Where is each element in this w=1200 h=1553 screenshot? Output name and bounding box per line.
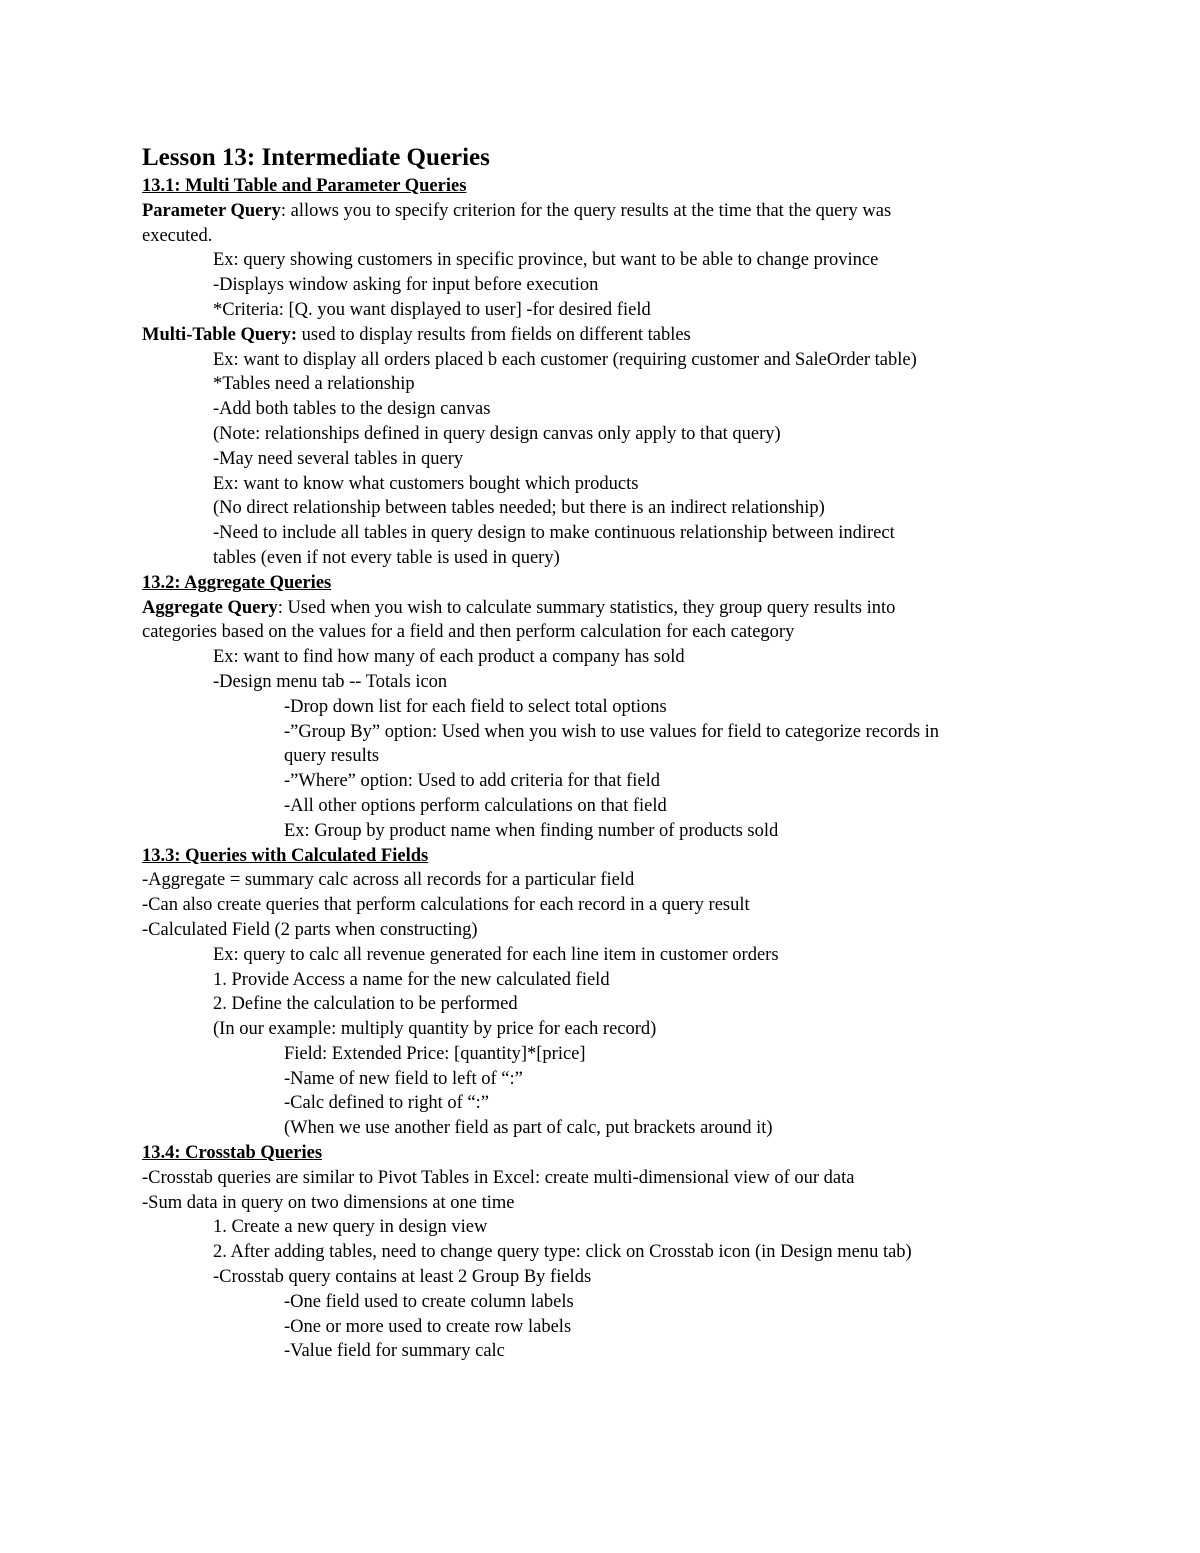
text-line: -Crosstab queries are similar to Pivot Tables in Excel: create multi-dimensional view of our data <box>142 1167 855 1188</box>
text-line: -Design menu tab -- Totals icon <box>213 671 448 692</box>
text-line: -”Where” option: Used to add criteria for that field <box>284 771 661 792</box>
text-line: -Aggregate = summary calc across all records for a particular field <box>142 870 635 891</box>
text-line: Ex: want to know what customers bought which products <box>213 473 639 494</box>
section-heading: 13.3: Queries with Calculated Fields <box>142 845 429 866</box>
text-line: (Note: relationships defined in query design canvas only apply to that query) <box>213 423 781 444</box>
text-line: -”Group By” option: Used when you wish to use values for field to categorize records in <box>284 721 940 742</box>
text-line: -Drop down list for each field to select total options <box>284 696 667 717</box>
text-line: 1. Create a new query in design view <box>213 1217 488 1238</box>
text-line: -Calculated Field (2 parts when constructing) <box>142 919 478 940</box>
text-line: -All other options perform calculations on that field <box>284 795 667 816</box>
text-line: Ex: Group by product name when finding number of products sold <box>284 820 779 841</box>
text-line: -Name of new field to left of “:” <box>284 1068 523 1089</box>
definition-text: : allows you to specify criterion for the query results at the time that the query was <box>280 200 892 221</box>
text-line: -Sum data in query on two dimensions at one time <box>142 1192 515 1213</box>
text-line: -Can also create queries that perform calculations for each record in a query result <box>142 895 750 916</box>
definition-line <box>142 596 1072 621</box>
definition-line <box>142 199 1072 224</box>
text-line: Ex: query showing customers in specific province, but want to be able to change province <box>213 250 879 271</box>
text-line: (In our example: multiply quantity by price for each record) <box>213 1019 657 1040</box>
text-line: -Value field for summary calc <box>284 1341 505 1362</box>
text-line: query results <box>284 746 380 767</box>
page-title: Lesson 13: Intermediate Queries <box>142 144 490 171</box>
section-heading: 13.1: Multi Table and Parameter Queries <box>142 176 467 196</box>
term-label: Multi-Table Query: <box>142 324 298 345</box>
text-line: -Need to include all tables in query design to make continuous relationship between indirect <box>213 523 895 544</box>
section-heading: 13.4: Crosstab Queries <box>142 1143 323 1164</box>
text-line: Field: Extended Price: [quantity]*[price] <box>284 1043 586 1064</box>
term-label: Parameter Query <box>142 200 281 221</box>
document-body <box>142 174 1072 1364</box>
text-line: -Add both tables to the design canvas <box>213 399 491 420</box>
text-line: -Calc defined to right of “:” <box>284 1093 489 1114</box>
text-line: categories based on the values for a field and then perform calculation for each category <box>142 622 795 643</box>
text-line: -May need several tables in query <box>213 448 464 469</box>
text-line: (No direct relationship between tables needed; but there is an indirect relationship) <box>213 498 825 519</box>
definition-line <box>142 323 1072 348</box>
text-line: *Criteria: [Q. you want displayed to user] -for desired field <box>213 299 651 320</box>
text-line: Ex: want to display all orders placed b each customer (requiring customer and SaleOrder table) <box>213 349 917 370</box>
definition-text: used to display results from fields on different tables <box>297 324 691 345</box>
text-line: -Displays window asking for input before execution <box>213 275 599 296</box>
section-heading: 13.2: Aggregate Queries <box>142 572 332 593</box>
text-line: 2. Define the calculation to be performed <box>213 994 518 1015</box>
text-line: -One or more used to create row labels <box>284 1316 572 1337</box>
term-label: Aggregate Query <box>142 597 278 618</box>
document-page <box>142 142 1072 1364</box>
text-line: Ex: want to find how many of each product a company has sold <box>213 647 685 668</box>
text-line: 1. Provide Access a name for the new calculated field <box>213 969 610 990</box>
text-line: tables (even if not every table is used in query) <box>213 547 560 568</box>
text-line: -Crosstab query contains at least 2 Group By fields <box>213 1267 592 1288</box>
definition-text: : Used when you wish to calculate summary statistics, they group query results into <box>277 597 896 618</box>
text-line: 2. After adding tables, need to change query type: click on Crosstab icon (in Design menu tab) <box>213 1242 912 1263</box>
text-line: executed. <box>142 225 213 246</box>
text-line: -One field used to create column labels <box>284 1291 574 1312</box>
text-line: Ex: query to calc all revenue generated for each line item in customer orders <box>213 944 779 965</box>
text-line: *Tables need a relationship <box>213 374 415 395</box>
text-line: (When we use another field as part of calc, put brackets around it) <box>284 1118 773 1139</box>
